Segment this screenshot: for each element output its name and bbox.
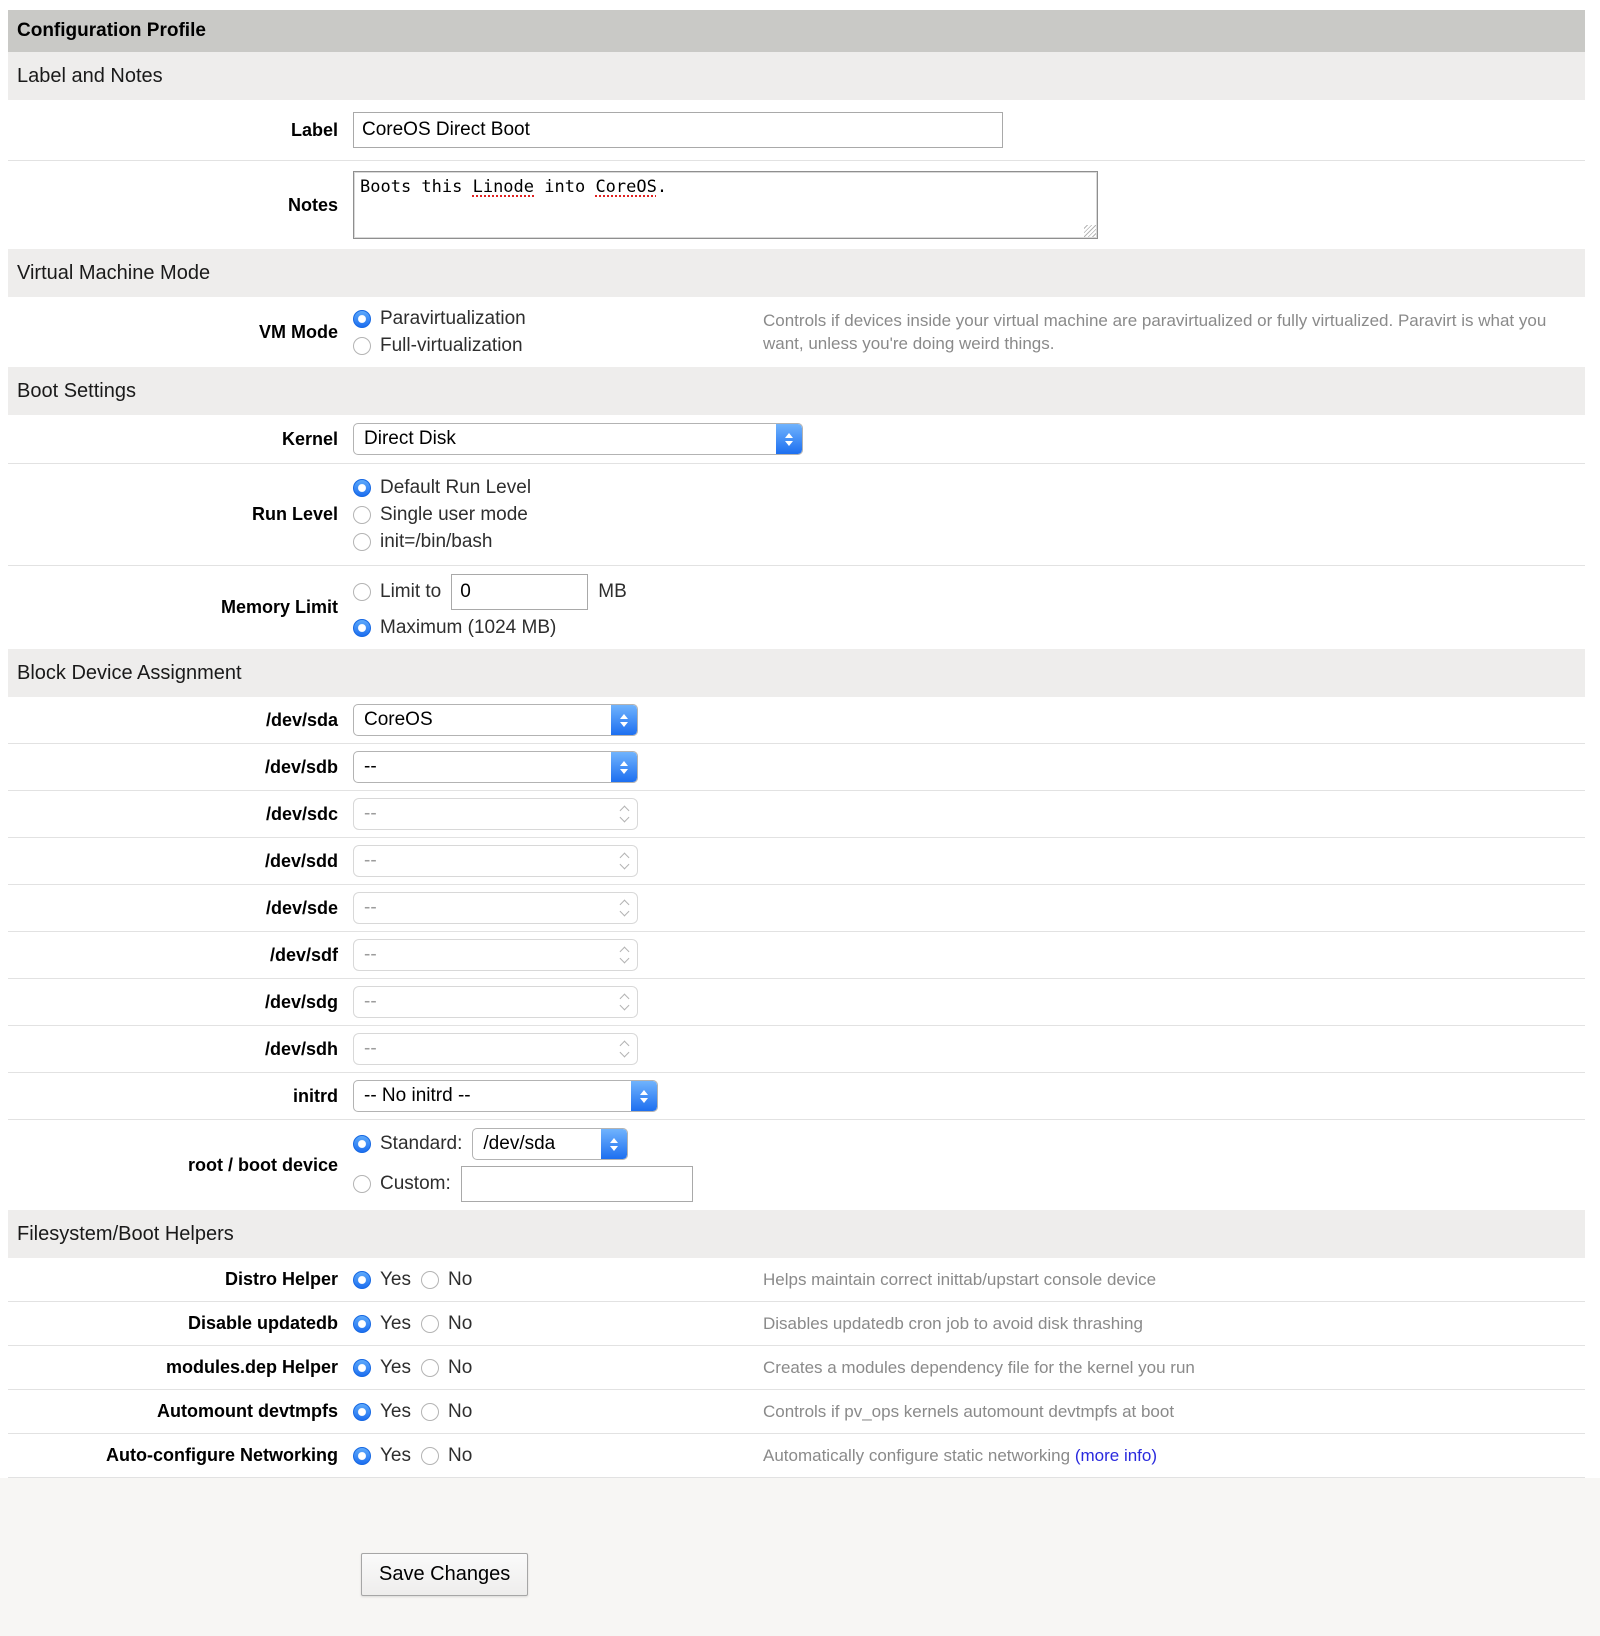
modules-dep-no-option[interactable]: [421, 1354, 472, 1381]
section-label-and-notes: Label and Notes: [8, 52, 1585, 100]
kernel-row: [8, 415, 1585, 464]
select-value: /dev/sda: [483, 1133, 556, 1154]
radio-unselected-icon[interactable]: [353, 506, 371, 524]
device-sdg-select-disabled: [353, 986, 638, 1018]
notes-text: into: [534, 177, 596, 197]
option-label: No: [448, 1400, 473, 1422]
configuration-profile-page: [8, 10, 1585, 1636]
select-stepper-icon: [611, 705, 637, 735]
helper-label: Automount devtmpfs: [157, 1401, 338, 1421]
helper-help-text: Disables updatedb cron job to avoid disk thrashing: [763, 1314, 1143, 1333]
kernel-select[interactable]: [353, 423, 803, 455]
notes-field-label: Notes: [287, 194, 338, 215]
initrd-select[interactable]: [353, 1080, 658, 1112]
notes-text: .: [656, 177, 668, 197]
section-block-device-assignment: Block Device Assignment: [8, 649, 1585, 697]
block-device-row-sdb: [8, 744, 1585, 791]
run-level-init-bash-option[interactable]: [353, 528, 1585, 555]
radio-selected-icon[interactable]: [353, 1447, 371, 1465]
vm-mode-paravirtualization-option[interactable]: [353, 305, 753, 332]
memory-limit-input[interactable]: [451, 574, 588, 610]
select-value: --: [364, 803, 377, 824]
run-level-single-user-option[interactable]: [353, 501, 1585, 528]
root-boot-device-label: root / boot device: [187, 1154, 338, 1175]
block-device-row-sde: [8, 885, 1585, 932]
device-sdc-select-disabled: [353, 798, 638, 830]
device-sdd-select-disabled: [353, 845, 638, 877]
device-label: /dev/sdb: [264, 756, 338, 777]
select-value: --: [364, 850, 377, 871]
helper-label: modules.dep Helper: [165, 1357, 338, 1377]
select-value: CoreOS: [364, 709, 433, 730]
radio-unselected-icon[interactable]: [353, 533, 371, 551]
option-label: Maximum (1024 MB): [380, 616, 557, 638]
radio-unselected-icon[interactable]: [353, 583, 371, 601]
help-text: Automatically configure static networking: [763, 1446, 1071, 1465]
select-stepper-icon: [631, 1081, 657, 1111]
option-label: Yes: [380, 1312, 411, 1334]
option-label: Full-virtualization: [380, 334, 523, 356]
select-stepper-icon: [601, 1129, 627, 1159]
helper-help-text: Helps maintain correct inittab/upstart console device: [763, 1270, 1157, 1289]
block-device-row-sda: [8, 697, 1585, 744]
option-label: Default Run Level: [380, 476, 532, 498]
automount-devtmpfs-row: [8, 1390, 1585, 1434]
memory-maximum-option[interactable]: [353, 614, 1585, 641]
section-filesystem-boot-helpers: Filesystem/Boot Helpers: [8, 1210, 1585, 1258]
select-value: --: [364, 756, 377, 777]
option-label: Standard:: [380, 1133, 463, 1154]
device-sdf-select-disabled: [353, 939, 638, 971]
footer-area: [0, 1478, 1600, 1636]
option-label: Yes: [380, 1268, 411, 1290]
select-chevrons-icon: [621, 854, 628, 868]
option-label: Paravirtualization: [380, 307, 526, 329]
select-value: --: [364, 897, 377, 918]
select-stepper-icon: [611, 752, 637, 782]
radio-unselected-icon[interactable]: [421, 1359, 439, 1377]
device-sde-select-disabled: [353, 892, 638, 924]
helper-label: Auto-configure Networking: [106, 1445, 338, 1465]
block-device-row-sdc: [8, 791, 1585, 838]
option-label: Yes: [380, 1400, 411, 1422]
radio-unselected-icon[interactable]: [421, 1403, 439, 1421]
option-label: No: [448, 1312, 473, 1334]
block-device-row-sdh: [8, 1026, 1585, 1073]
save-changes-button[interactable]: Save Changes: [361, 1553, 528, 1596]
option-label: Yes: [380, 1356, 411, 1378]
device-label: /dev/sdd: [264, 850, 338, 871]
select-chevrons-icon: [621, 807, 628, 821]
radio-unselected-icon[interactable]: [421, 1315, 439, 1333]
select-value: --: [364, 944, 377, 965]
block-device-row-sdd: [8, 838, 1585, 885]
auto-configure-networking-row: [8, 1434, 1585, 1478]
automount-devtmpfs-no-option[interactable]: [421, 1398, 472, 1425]
device-sdb-select[interactable]: [353, 751, 638, 783]
select-stepper-icon: [776, 424, 802, 454]
option-label: No: [448, 1268, 473, 1290]
radio-selected-icon[interactable]: [353, 1271, 371, 1289]
disable-updatedb-no-option[interactable]: [421, 1310, 472, 1337]
device-label: /dev/sdg: [264, 991, 338, 1012]
radio-selected-icon[interactable]: [353, 1315, 371, 1333]
device-sdh-select-disabled: [353, 1033, 638, 1065]
select-value: --: [364, 991, 377, 1012]
memory-limit-label: Memory Limit: [220, 597, 338, 617]
helper-help-text: Creates a modules dependency file for the kernel you run: [763, 1358, 1195, 1377]
run-level-row: [8, 464, 1585, 566]
auto-configure-networking-yes-option[interactable]: [353, 1442, 411, 1469]
helper-help-text: [753, 1444, 1585, 1467]
label-input[interactable]: [353, 112, 1003, 148]
memory-unit-label: MB: [598, 581, 627, 602]
run-level-default-option[interactable]: [353, 474, 1585, 501]
select-value: Direct Disk: [364, 428, 456, 449]
root-boot-device-row: [8, 1120, 1585, 1210]
device-label: /dev/sdh: [264, 1038, 338, 1059]
initrd-row: [8, 1073, 1585, 1120]
root-device-standard-option[interactable]: [353, 1131, 462, 1158]
radio-selected-icon[interactable]: [353, 1403, 371, 1421]
device-label: /dev/sdf: [269, 944, 338, 965]
helper-label: Distro Helper: [224, 1269, 338, 1289]
radio-unselected-icon[interactable]: [421, 1447, 439, 1465]
option-label: init=/bin/bash: [380, 530, 493, 552]
notes-text: Boots this: [360, 177, 473, 197]
automount-devtmpfs-yes-option[interactable]: [353, 1398, 411, 1425]
auto-configure-networking-no-option[interactable]: [421, 1442, 472, 1469]
notes-textarea[interactable]: [353, 171, 1098, 239]
more-info-link[interactable]: (more info): [1074, 1446, 1158, 1465]
notes-text-misspelled: Linode: [472, 177, 535, 197]
device-label: /dev/sdc: [265, 803, 338, 824]
radio-selected-icon[interactable]: [353, 619, 371, 637]
select-value: --: [364, 1038, 377, 1059]
notes-text-misspelled: CoreOS: [595, 177, 657, 197]
root-device-standard-select[interactable]: [472, 1128, 628, 1160]
device-label: /dev/sde: [265, 897, 338, 918]
initrd-label: initrd: [293, 1085, 338, 1106]
radio-unselected-icon[interactable]: [421, 1271, 439, 1289]
label-row: [8, 100, 1585, 161]
vm-mode-row: [8, 297, 1585, 367]
run-level-label: Run Level: [251, 504, 338, 524]
disable-updatedb-row: [8, 1302, 1585, 1346]
distro-helper-row: [8, 1258, 1585, 1302]
select-chevrons-icon: [621, 901, 628, 915]
kernel-label: Kernel: [281, 428, 338, 449]
vm-mode-help-text: Controls if devices inside your virtual machine are paravirtualized or fully virtualized. Paravirt is what you want, unless you're doing weird things.: [763, 311, 1547, 353]
root-device-custom-option[interactable]: [353, 1171, 451, 1198]
option-label: No: [448, 1356, 473, 1378]
option-label: No: [448, 1444, 473, 1466]
section-boot-settings: Boot Settings: [8, 367, 1585, 415]
device-sda-select[interactable]: [353, 704, 638, 736]
option-label: Yes: [380, 1444, 411, 1466]
vm-mode-label: VM Mode: [259, 321, 338, 342]
section-virtual-machine-mode: Virtual Machine Mode: [8, 249, 1585, 297]
modules-dep-yes-option[interactable]: [353, 1354, 411, 1381]
select-chevrons-icon: [621, 1042, 628, 1056]
select-value: -- No initrd --: [364, 1085, 471, 1106]
block-device-row-sdf: [8, 932, 1585, 979]
root-device-custom-input[interactable]: [461, 1166, 693, 1202]
page-title: Configuration Profile: [8, 10, 1585, 52]
select-chevrons-icon: [621, 995, 628, 1009]
helper-help-text: Controls if pv_ops kernels automount devtmpfs at boot: [763, 1402, 1175, 1421]
memory-limit-to-option[interactable]: [353, 579, 441, 606]
radio-selected-icon[interactable]: [353, 310, 371, 328]
memory-limit-row: [8, 566, 1585, 649]
radio-selected-icon[interactable]: [353, 1135, 371, 1153]
option-label: Single user mode: [380, 503, 528, 525]
radio-selected-icon[interactable]: [353, 1359, 371, 1377]
option-label: Limit to: [380, 581, 442, 602]
vm-mode-full-virtualization-option[interactable]: [353, 332, 753, 359]
option-label: Custom:: [380, 1173, 451, 1194]
label-field-label: Label: [290, 119, 338, 140]
select-chevrons-icon: [621, 948, 628, 962]
modules-dep-helper-row: [8, 1346, 1585, 1390]
block-device-row-sdg: [8, 979, 1585, 1026]
disable-updatedb-yes-option[interactable]: [353, 1310, 411, 1337]
radio-selected-icon[interactable]: [353, 479, 371, 497]
device-label: /dev/sda: [265, 709, 338, 730]
distro-helper-no-option[interactable]: [421, 1266, 472, 1293]
notes-row: [8, 161, 1585, 249]
distro-helper-yes-option[interactable]: [353, 1266, 411, 1293]
helper-label: Disable updatedb: [187, 1313, 338, 1333]
radio-unselected-icon[interactable]: [353, 1175, 371, 1193]
radio-unselected-icon[interactable]: [353, 337, 371, 355]
